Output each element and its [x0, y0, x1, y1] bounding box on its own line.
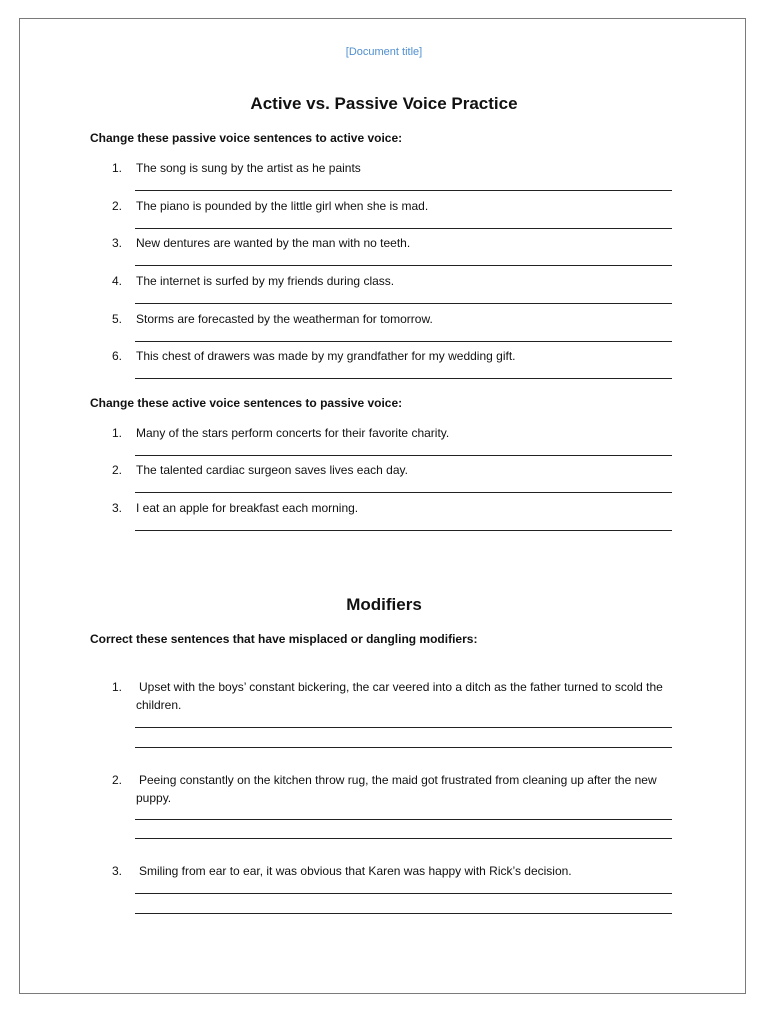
modifier-item-sentence: Peeing constantly on the kitchen throw rug, the maid got frustrated from cleaning up after the new puppy. — [136, 773, 657, 805]
active-item-number: 3. — [112, 501, 123, 515]
answer-line[interactable] — [135, 378, 672, 379]
answer-line[interactable] — [135, 838, 672, 839]
passive-item-number: 1. — [112, 161, 123, 175]
passive-item-number: 4. — [112, 274, 123, 288]
modifier-item-number: 2. — [112, 773, 123, 787]
answer-line[interactable] — [135, 265, 672, 266]
passive-item-sentence: Storms are forecasted by the weatherman for tomorrow. — [136, 312, 433, 326]
modifier-item-sentence: Upset with the boys’ constant bickering, the car veered into a ditch as the father turned to scold the children. — [136, 680, 663, 712]
answer-line[interactable] — [135, 530, 672, 531]
worksheet-title: Active vs. Passive Voice Practice — [250, 94, 518, 113]
answer-line[interactable] — [135, 492, 672, 493]
answer-line[interactable] — [135, 455, 672, 456]
answer-line[interactable] — [135, 341, 672, 342]
modifier-item-number: 1. — [112, 680, 123, 694]
answer-line[interactable] — [135, 190, 672, 191]
passive-item-number: 5. — [112, 312, 123, 326]
answer-line[interactable] — [135, 747, 672, 748]
answer-line[interactable] — [135, 893, 672, 894]
modifier-item-sentence: Smiling from ear to ear, it was obvious that Karen was happy with Rick’s decision. — [139, 864, 572, 878]
modifiers-title: Modifiers — [346, 595, 422, 614]
answer-line[interactable] — [135, 303, 672, 304]
passive-item-sentence: This chest of drawers was made by my grandfather for my wedding gift. — [136, 349, 516, 363]
answer-line[interactable] — [135, 727, 672, 728]
instruction-active-to-passive: Change these active voice sentences to passive voice: — [90, 396, 403, 410]
passive-item-sentence: The internet is surfed by my friends during class. — [136, 274, 395, 288]
active-item-number: 1. — [112, 426, 123, 440]
active-item-sentence: The talented cardiac surgeon saves lives each day. — [136, 463, 408, 477]
active-item-number: 2. — [112, 463, 123, 477]
passive-item-sentence: The piano is pounded by the little girl when she is mad. — [136, 199, 429, 213]
passive-item-number: 6. — [112, 349, 123, 363]
active-item-sentence: I eat an apple for breakfast each morning. — [136, 501, 359, 515]
answer-line[interactable] — [135, 913, 672, 914]
passive-item-number: 3. — [112, 236, 123, 250]
answer-line[interactable] — [135, 228, 672, 229]
instruction-passive-to-active: Change these passive voice sentences to active voice: — [90, 131, 403, 145]
answer-line[interactable] — [135, 819, 672, 820]
modifiers-instruction: Correct these sentences that have misplaced or dangling modifiers: — [90, 632, 478, 646]
passive-item-number: 2. — [112, 199, 123, 213]
document-title[interactable]: [Document title] — [345, 46, 423, 58]
modifier-item-number: 3. — [112, 864, 123, 878]
active-item-sentence: Many of the stars perform concerts for their favorite charity. — [136, 426, 450, 440]
passive-item-sentence: The song is sung by the artist as he paints — [136, 161, 361, 175]
passive-item-sentence: New dentures are wanted by the man with no teeth. — [136, 236, 411, 250]
